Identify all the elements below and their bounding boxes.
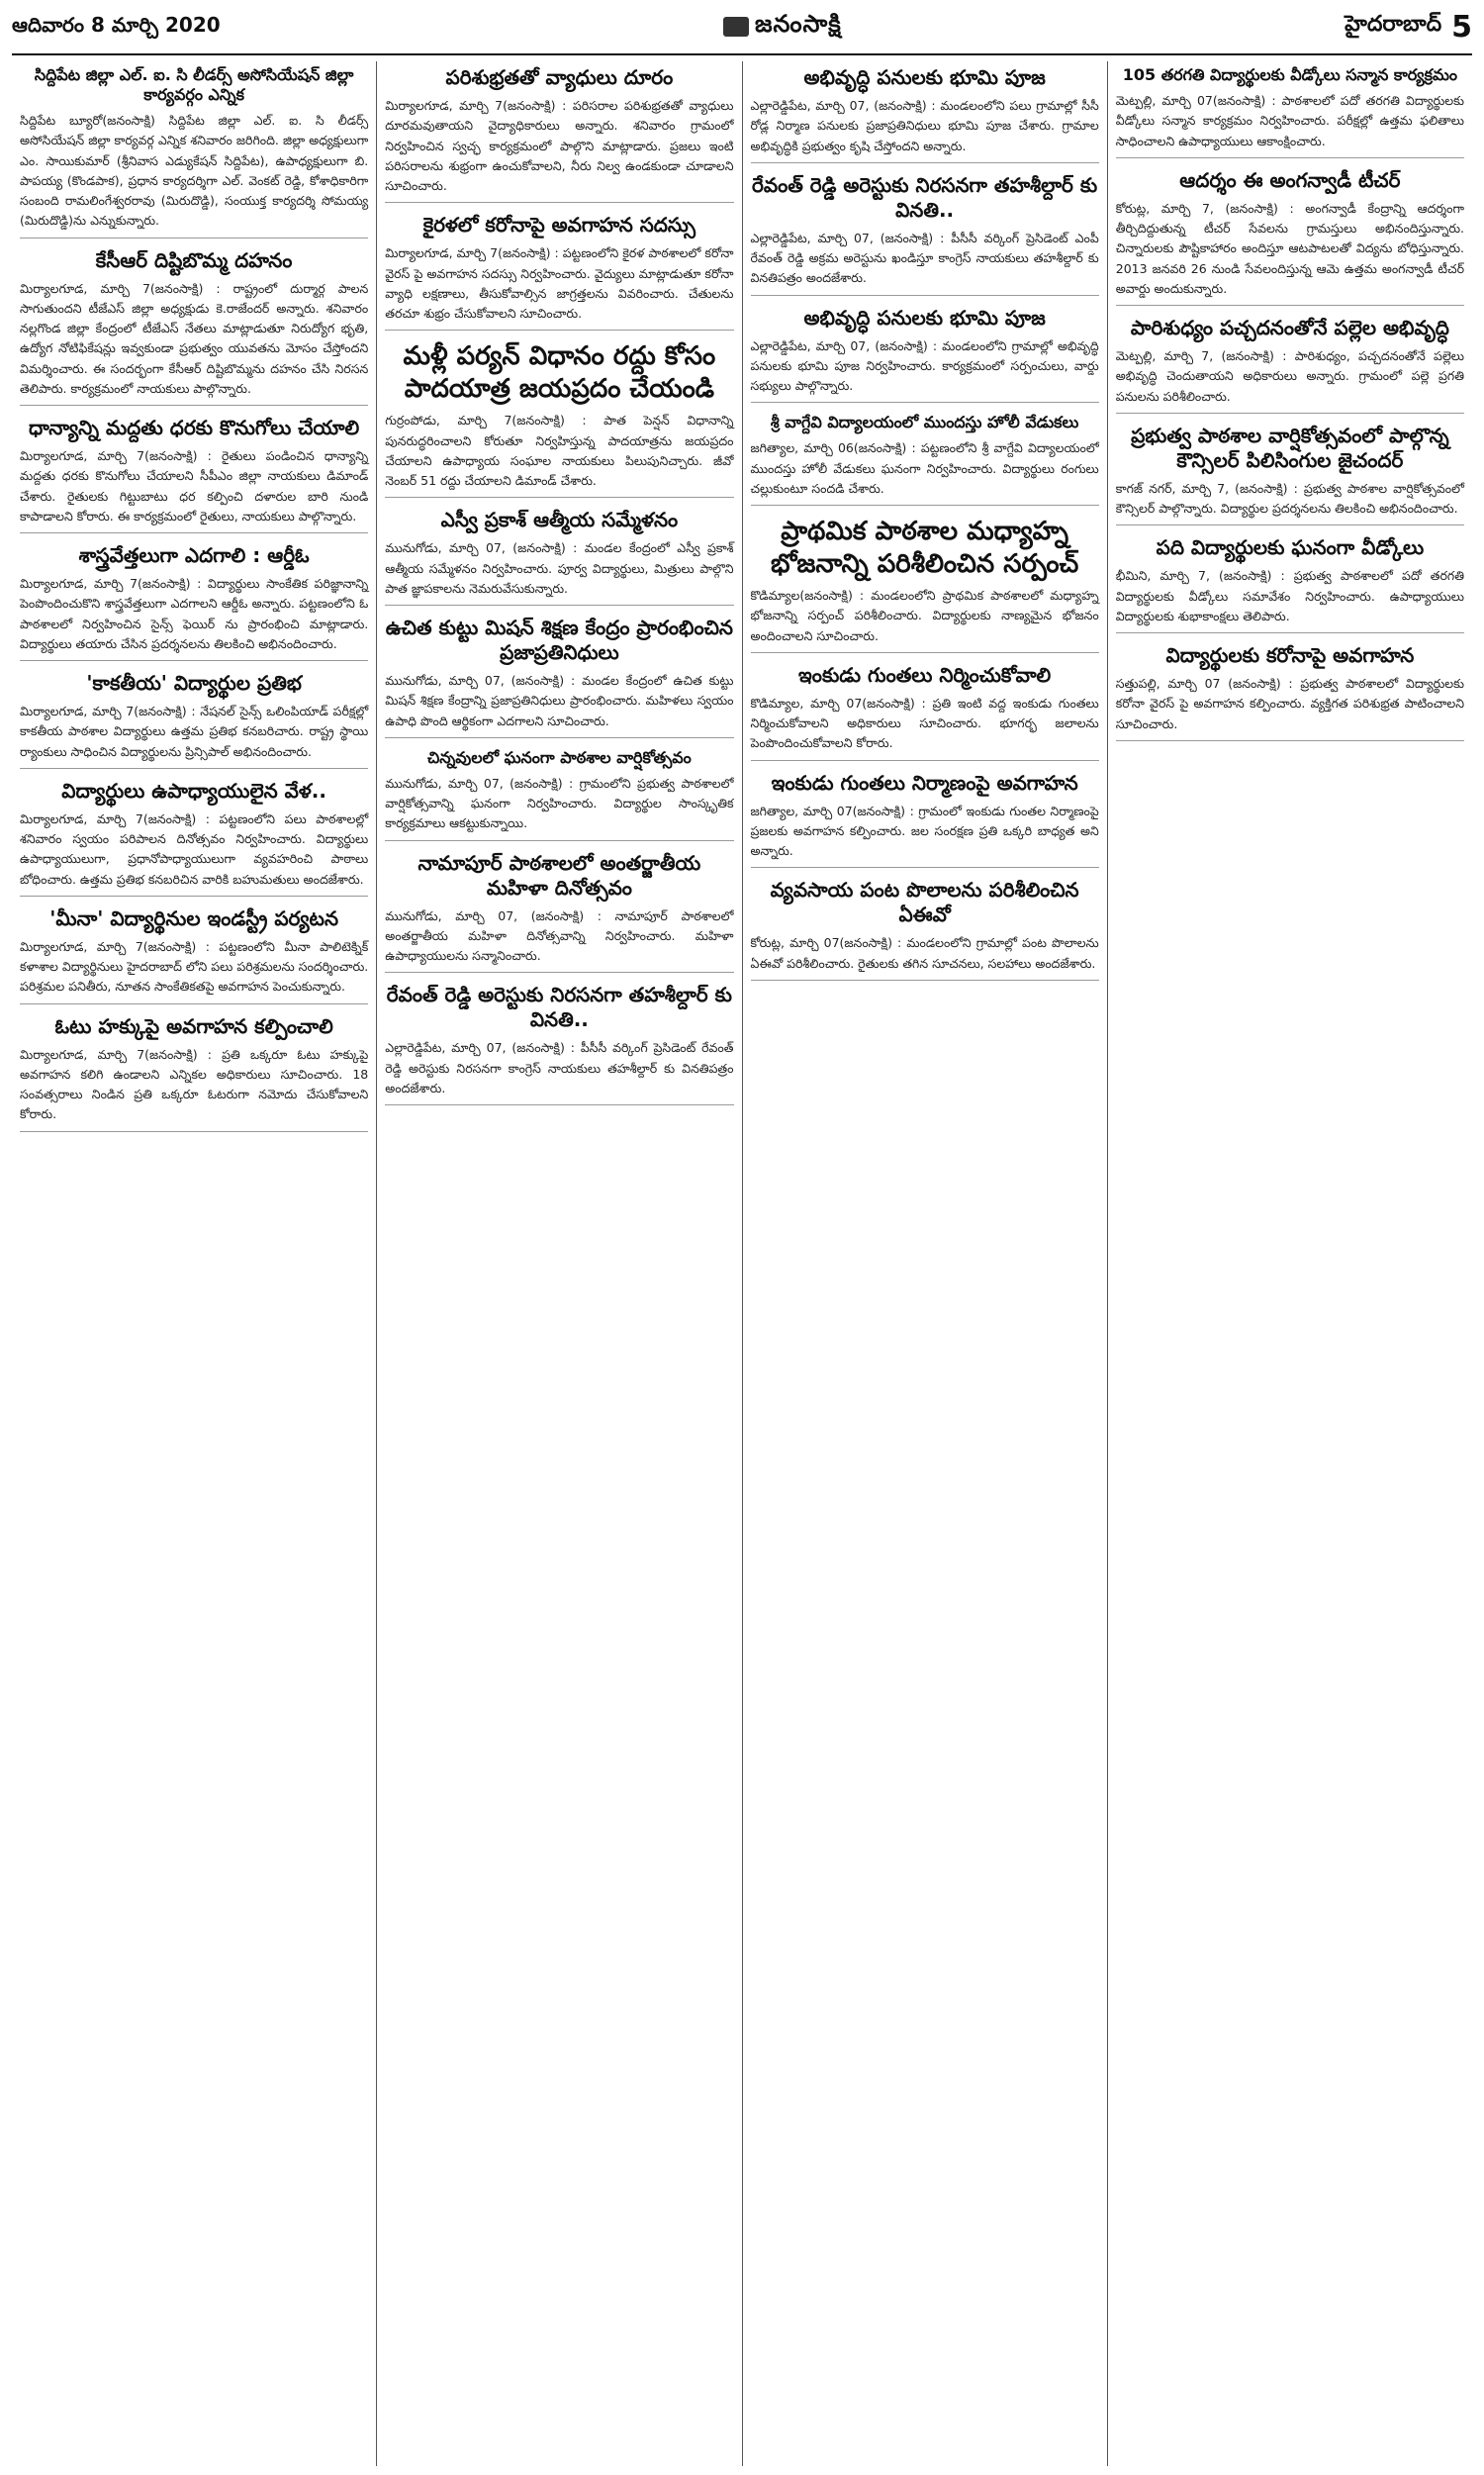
article	[751, 306, 1099, 404]
article-body: మునుగోడు, మార్చి 07, (జనంసాక్షి) : మండల కేంద్రంలో ఎస్వీ ప్రకాశ్ ఆత్మీయ సమ్మేళనం నిర్వహించారు. పూర్వ విద్యార్థులు, మిత్రులు పాల్గొని పాత జ్ఞాపకాలను నెమరువేసుకున్నారు.	[385, 540, 734, 596]
columns	[12, 61, 1472, 2466]
article-headline: పారిశుధ్యం పచ్చదనంతోనే పల్లెల అభివృద్ధి	[1130, 316, 1449, 339]
article-body: కొడిమ్యాల(జనంసాక్షి) : మండలంలోని ప్రాథమిక పాఠశాలలో మధ్యాహ్న భోజనాన్ని సర్పంచ్ పరిశీలించారు. విద్యార్థులకు నాణ్యమైన భోజనం అందించాలని సూచించారు.	[750, 588, 1099, 643]
article	[385, 340, 733, 498]
article-body: సిద్దిపేట బ్యూరో(జనంసాక్షి) సిద్దిపేట జిల్లా ఎల్. ఐ. సి లీడర్స్ అసోసియేషన్ జిల్లా కార్యవర్గ ఎన్నిక శనివారం జరిగింది. జిల్లా అధ్యక్షులుగా ఎం. సాయికుమార్ (శ్రీనివాస ఎడ్యుకేషన్ సిద్దిపేట), ఉపాధ్యక్షులుగా బి. పాపయ్య (కొండపాక), ప్రధాన కార్యదర్శిగా ఎల్. వెంకట్ రెడ్డి, కోశాధికారిగా సంబంది రామలింగేశ్వరరావు (మిరుదొడ్డి), సంయుక్త కార్యదర్శి సోమయ్య (మిరుదొడ్డి)ను ఎన్నుకున్నారు.	[20, 113, 369, 229]
article-headline: ఇంకుడు గుంతలు నిర్మాణంపై అవగాహన	[771, 770, 1078, 795]
article-body: ఎల్లారెడ్డిపేట, మార్చి 07, (జనంసాక్షి) : పీసీసీ వర్కింగ్ ప్రెసిడెంట్ ఎంపీ రేవంత్ రెడ్డి అక్రమ అరెస్టును ఖండిస్తూ కాంగ్రెస్ నాయకులు తహశీల్దార్ కు వినతిపత్రం అందజేశారు.	[750, 230, 1099, 286]
article-headline: కేసీఆర్ దిష్టిబొమ్మ దహనం	[95, 247, 293, 272]
article-body: మునుగోడు, మార్చి 07, (జనంసాక్షి) : గ్రామంలోని ప్రభుత్వ పాఠశాలలో వార్షికోత్సవాన్ని ఘనంగా నిర్వహించారు. విద్యార్థుల సాంస్కృతిక కార్యక్రమాలు ఆకట్టుకున్నాయి.	[385, 775, 734, 831]
column-2	[377, 61, 742, 2466]
article	[751, 771, 1099, 869]
article-headline: కైరళలో కరోనాపై అవగాహన సదస్సు	[422, 213, 696, 238]
article-body: భీమిని, మార్చి 7, (జనంసాక్షి) : ప్రభుత్వ పాఠశాలలో పదో తరగతి విద్యార్థులకు వీడ్కోలు సమావేశం నిర్వహించారు. ఉపాధ్యాయులు విద్యార్థులకు శుభాకాంక్షలు తెలిపారు.	[1115, 568, 1464, 623]
column-3	[743, 61, 1108, 2466]
brand-name: జనంసాక్షి	[754, 10, 842, 38]
article	[385, 616, 733, 738]
article-body: గుర్రంపోడు, మార్చి 7(జనంసాక్షి) : పాత పెన్షన్ విధానాన్ని పునరుద్ధరించాలని కోరుతూ నిర్వహిస్తున్న పాదయాత్రను జయప్రదం చేయాలని ఉపాధ్యాయ సంఘాల నాయకులు పిలుపునిచ్చారు. జీవో నెంబర్ 51 రద్దు చేయాలని డిమాండ్ చేశారు.	[385, 413, 734, 488]
article	[751, 516, 1099, 653]
article-headline: రేవంత్ రెడ్డి అరెస్టుకు నిరసనగా తహశీల్దార్ కు వినతి..	[386, 983, 732, 1032]
article-headline: ప్రభుత్వ పాఠశాల వార్షికోత్సవంలో పాల్గొన్న కౌన్సిలర్ పిలిసింగుల జైచందర్	[1131, 423, 1449, 472]
article-body: జగిత్యాల, మార్చి 06(జనంసాక్షి) : పట్టణంలోని శ్రీ వాగ్దేవి విద్యాలయంలో ముందస్తు హోలీ వేడుకలు ఘనంగా నిర్వహించారు. విద్యార్థులు రంగులు చల్లుకుంటూ సందడి చేశారు.	[750, 440, 1099, 496]
article	[1116, 535, 1464, 633]
article-headline: 'కాకతీయ' విద్యార్థుల ప్రతిభ	[86, 671, 302, 695]
article-headline: చిన్నవులలో ఘనంగా పాఠశాల వార్షికోత్సవం	[427, 747, 692, 767]
article-body: ఎల్లారెడ్డిపేట, మార్చి 07, (జనంసాక్షి) : పీసీసీ వర్కింగ్ ప్రెసిడెంట్ రేవంత్ రెడ్డి అరెస్టుకు నిరసనగా కాంగ్రెస్ నాయకులు తహశీల్దార్ కు వినతిపత్రం అందజేశారు.	[385, 1040, 734, 1095]
brand-logo-icon	[723, 17, 749, 37]
article-headline: పరిశుభ్రతతో వ్యాధులు దూరం	[445, 65, 674, 89]
article	[1116, 65, 1464, 158]
article	[1116, 643, 1464, 741]
article	[751, 173, 1099, 296]
article-headline: ఇంకుడు గుంతలు నిర్మించుకోవాలి	[798, 662, 1052, 687]
article-body: కోరుట్ల, మార్చి 07(జనంసాక్షి) : మండలంలోని గ్రామాల్లో పంట పొలాలను ఏఈవో పరిశీలించారు. రైతులకు తగిన సూచనలు, సలహాలు అందజేశారు.	[750, 935, 1099, 971]
article	[1116, 424, 1464, 526]
article-body: మెట్పల్లి, మార్చి 07(జనంసాక్షి) : పాఠశాలలో పదో తరగతి విద్యార్థులకు వీడ్కోలు సన్మాన కార్యక్రమం నిర్వహించారు. పరీక్షల్లో ఉత్తమ ఫలితాలు సాధించాలని ఉపాధ్యాయులు ఆకాంక్షించారు.	[1115, 93, 1464, 148]
article-body: మిర్యాలగూడ, మార్చి 7(జనంసాక్షి) : పరిసరాల పరిశుభ్రతతో వ్యాధులు దూరమవుతాయని వైద్యాధికారులు అన్నారు. శనివారం గ్రామంలో నిర్వహించిన స్వచ్ఛ కార్యక్రమంలో పాల్గొని మాట్లాడారు. ప్రజలు ఇంటి పరిసరాలను శుభ్రంగా ఉంచుకోవాలని, నీరు నిల్వ ఉండకుండా చూడాలని సూచించారు.	[385, 98, 734, 193]
article-body: కాగజ్ నగర్, మార్చి 7, (జనంసాక్షి) : ప్రభుత్వ పాఠశాల వార్షికోత్సవంలో కౌన్సిలర్ పాల్గొన్నారు. విద్యార్థుల ప్రదర్శనలను తిలకించి అభినందించారు.	[1115, 480, 1464, 516]
edition-city: హైదరాబాద్	[1345, 12, 1442, 37]
article	[385, 851, 733, 974]
article-body: సత్తుపల్లి, మార్చి 07 (జనంసాక్షి) : ప్రభుత్వ పాఠశాలలో విద్యార్థులకు కరోనా వైరస్ పై అవగాహన కల్పించారు. వ్యక్తిగత పరిశుభ్రత పాటించాలని సూచించారు.	[1115, 676, 1464, 731]
article-headline: విద్యార్థులకు కరోనాపై అవగాహన	[1165, 643, 1415, 667]
article	[385, 65, 733, 203]
article	[20, 906, 368, 1004]
article-body: మిర్యాలగూడ, మార్చి 7(జనంసాక్షి) : విద్యార్థులు సాంకేతిక పరిజ్ఞానాన్ని పెంపొందించుకొని శాస్త్రవేత్తలుగా ఎదగాలని ఆర్డీఓ అన్నారు. పట్టణంలోని ఓ పాఠశాలలో నిర్వహించిన సైన్స్ ఫెయిర్ ను ప్రారంభించి మాట్లాడారు. విద్యార్థులు తయారు చేసిన ప్రదర్శనలను తిలకించి అభినందించారు.	[20, 576, 369, 651]
article-body: మునుగోడు, మార్చి 07, (జనంసాక్షి) : మండల కేంద్రంలో ఉచిత కుట్టు మిషన్ శిక్షణ కేంద్రాన్ని ప్రజాప్రతినిధులు ప్రారంభించారు. మహిళలు స్వయం ఉపాధి పొంది ఆర్థికంగా ఎదగాలని సూచించారు.	[385, 673, 734, 728]
article-headline: రేవంత్ రెడ్డి అరెస్టుకు నిరసనగా తహశీల్దార్ కు వినతి..	[752, 172, 1098, 222]
page-number: 5	[1451, 9, 1472, 45]
article-body: మిర్యాలగూడ, మార్చి 7(జనంసాక్షి) : పట్టణంలోని మీనా పాలిటెక్నిక్ కళాశాల విద్యార్థినులు హైదరాబాద్ లోని పలు పరిశ్రమలను సందర్శించారు. పరిశ్రమల పనితీరు, నూతన సాంకేతికతపై అవగాహన పెంచుకున్నారు.	[20, 938, 369, 995]
article	[20, 543, 368, 661]
article	[385, 508, 733, 606]
article-headline: పది విద్యార్థులకు ఘనంగా వీడ్కోలు	[1156, 535, 1425, 560]
article	[1116, 168, 1464, 306]
article-body: మునుగోడు, మార్చి 07, (జనంసాక్షి) : నామాపూర్ పాఠశాలలో అంతర్జాతీయ మహిళా దినోత్సవాన్ని నిర్వహించారు. మహిళా ఉపాధ్యాయులను సన్మానించారు.	[385, 907, 734, 963]
article-headline: అభివృద్ధి పనులకు భూమి పూజ	[803, 65, 1046, 89]
article-headline: ప్రాథమిక పాఠశాల మధ్యాహ్న భోజనాన్ని పరిశీలించిన సర్పంచ్	[770, 517, 1079, 579]
article-body: మిర్యాలగూడ, మార్చి 7(జనంసాక్షి) : రైతులు పండించిన ధాన్యాన్ని మద్దతు ధరకు కొనుగోలు చేయాలని సీపీఎం జిల్లా నాయకులు డిమాండ్ చేశారు. రైతులకు గిట్టుబాటు ధర కల్పించి దళారుల బారి నుండి కాపాడాలని కోరారు. ఈ కార్యక్రమంలో రైతులు, నాయకులు పాల్గొన్నారు.	[20, 448, 369, 524]
article	[20, 779, 368, 897]
article-headline: శ్రీ వాగ్దేవి విద్యాలయంలో ముందస్తు హోలీ వేడుకలు	[770, 413, 1079, 432]
article-body: జగిత్యాల, మార్చి 07(జనంసాక్షి) : గ్రామంలో ఇంకుడు గుంతల నిర్మాణంపై ప్రజలకు అవగాహన కల్పించారు. జల సంరక్షణ ప్రతి ఒక్కరి బాధ్యత అని అన్నారు.	[750, 803, 1099, 858]
article	[20, 671, 368, 769]
article-headline: అభివృద్ధి పనులకు భూమి పూజ	[803, 305, 1046, 330]
article	[385, 748, 733, 841]
article-body: మిర్యాలగూడ, మార్చి 7(జనంసాక్షి) : పట్టణంలోని పలు పాఠశాలల్లో శనివారం స్వయం పరిపాలన దినోత్సవం నిర్వహించారు. విద్యార్థులు ఉపాధ్యాయులుగా, ప్రధానోపాధ్యాయులుగా వ్యవహరించి పాఠాలు బోధించారు. ఉత్తమ ప్రతిభ కనబరిచిన వారికి బహుమతులు అందజేశారు.	[20, 810, 369, 887]
article-headline: ఉచిత కుట్టు మిషన్ శిక్షణ కేంద్రం ప్రారంభించిన ప్రజాప్రతినిధులు	[385, 616, 733, 664]
article	[751, 413, 1099, 506]
article	[20, 416, 368, 533]
article-headline: విద్యార్థులు ఉపాధ్యాయులైన వేళ..	[61, 778, 326, 803]
column-4	[1108, 61, 1472, 2466]
article-headline: 'మీనా' విద్యార్థినుల ఇండస్ట్రీ పర్యటన	[49, 905, 339, 930]
article-body: మిర్యాలగూడ, మార్చి 7(జనంసాక్షి) : రాష్ట్రంలో దుర్మార్గ పాలన సాగుతుందని టీజేఎస్ జిల్లా అధ్యక్షుడు కె.రాజేందర్ అన్నారు. శనివారం నల్లగొండ జిల్లా కేంద్రంలో టీజేఎస్ నేతలు మాట్లాడుతూ నిరుద్యోగ భృతి, ఉద్యోగ నోటిఫికేషన్లు ఇవ్వకుండా ప్రభుత్వం యువతను మోసం చేస్తోందని విమర్శించారు. ఈ సందర్భంగా కేసీఆర్ దిష్టిబొమ్మను దహనం చేసి నిరసన తెలిపారు. కార్యక్రమంలో నాయకులు పాల్గొన్నారు.	[20, 280, 369, 396]
article-body: కోరుట్ల, మార్చి 7, (జనంసాక్షి) : అంగన్వాడీ కేంద్రాన్ని ఆదర్శంగా తీర్చిదిద్దుతున్న టీచర్ సేవలను గ్రామస్తులు అభినందిస్తున్నారు. చిన్నారులకు పౌష్టికాహారం అందిస్తూ ఆటపాటలతో విద్యను బోధిస్తున్నారు. 2013 జనవరి 26 నుండి సేవలందిస్తున్న ఆమె ఉత్తమ అంగన్వాడీ టీచర్ అవార్డు అందుకున్నారు.	[1115, 200, 1464, 296]
article-headline: మళ్లీ పర్యన్ విధానం రద్దు కోసం పాదయాత్ర జయప్రదం చేయండి	[403, 341, 716, 404]
article	[385, 213, 733, 331]
column-1	[12, 61, 377, 2466]
article-headline: వ్యవసాయ పంట పొలాలను పరిశీలించిన ఏఈవో	[770, 878, 1079, 927]
article-body: ఎల్లారెడ్డిపేట, మార్చి 07, (జనంసాక్షి) : మండలంలోని పలు గ్రామాల్లో సీసీ రోడ్ల నిర్మాణ పనులకు ప్రజాప్రతినిధులు భూమి పూజ చేశారు. గ్రామాల అభివృద్ధికి ప్రభుత్వం కృషి చేస్తోందని అన్నారు.	[750, 98, 1099, 153]
article	[751, 878, 1099, 981]
masthead	[12, 0, 1472, 55]
article-headline: నామాపూర్ పాఠశాలలో అంతర్జాతీయ మహిళా దినోత్సవం	[417, 850, 701, 900]
article	[751, 65, 1099, 163]
article-body: మిర్యాలగూడ, మార్చి 7(జనంసాక్షి) : పట్టణంలోని కైరళ పాఠశాలలో కరోనా వైరస్ పై అవగాహన సదస్సు నిర్వహించారు. వైద్యులు మాట్లాడుతూ కరోనా వ్యాధి లక్షణాలు, తీసుకోవాల్సిన జాగ్రత్తలను వివరించారు. చేతులను తరచూ శుభ్రం చేసుకోవాలని సూచించారు.	[385, 245, 734, 321]
article	[20, 248, 368, 407]
article-body: ఎల్లారెడ్డిపేట, మార్చి 07, (జనంసాక్షి) : మండలంలోని గ్రామాల్లో అభివృద్ధి పనులకు భూమి పూజ నిర్వహించారు. కార్యక్రమంలో సర్పంచులు, వార్డు సభ్యులు పాల్గొన్నారు.	[750, 337, 1099, 393]
article-headline: ధాన్యాన్ని మద్దతు ధరకు కొనుగోలు చేయాలి	[29, 416, 360, 439]
article-headline: శాస్త్రవేత్తలుగా ఎదగాలి : ఆర్డీఓ	[78, 543, 310, 567]
article-headline: ఆదర్శం ఈ అంగన్వాడీ టీచర్	[1179, 167, 1401, 192]
article	[20, 1014, 368, 1132]
issue-date: ఆదివారం 8 మార్చి 2020	[12, 12, 221, 37]
article	[1116, 316, 1464, 414]
article	[385, 983, 733, 1105]
article-body: మెట్పల్లి, మార్చి 7, (జనంసాక్షి) : పారిశుధ్యం, పచ్చదనంతోనే పల్లెలు అభివృద్ధి చెందుతాయని అధికారులు అన్నారు. గ్రామంలో పల్లె ప్రగతి పనులను పరిశీలించారు.	[1115, 348, 1464, 404]
article-headline: 105 తరగతి విద్యార్థులకు వీడ్కోలు సన్మాన కార్యక్రమం	[1122, 65, 1457, 84]
article-headline: సిద్దిపేట జిల్లా ఎల్. ఐ. సి లీడర్స్ అసోసియేషన్ జిల్లా కార్యవర్గం ఎన్నిక	[34, 65, 354, 104]
article	[20, 65, 368, 238]
article-body: కొడిమ్యాల, మార్చి 07(జనంసాక్షి) : ప్రతి ఇంటి వద్ద ఇంకుడు గుంతలు నిర్మించుకోవాలని అధికారులు సూచించారు. భూగర్భ జలాలను పెంపొందించుకోవాలని కోరారు.	[750, 695, 1099, 751]
article-body: మిర్యాలగూడ, మార్చి 7(జనంసాక్షి) : ప్రతి ఒక్కరూ ఓటు హక్కుపై అవగాహన కలిగి ఉండాలని ఎన్నికల అధికారులు సూచించారు. 18 సంవత్సరాలు నిండిన ప్రతి ఒక్కరూ ఓటరుగా నమోదు చేసుకోవాలని కోరారు.	[20, 1046, 369, 1122]
article	[751, 663, 1099, 761]
article-headline: ఓటు హక్కుపై అవగాహన కల్పించాలి	[54, 1013, 333, 1038]
article-headline: ఎస్వీ ప్రకాశ్ ఆత్మీయ సమ్మేళనం	[440, 508, 679, 532]
article-body: మిర్యాలగూడ, మార్చి 7(జనంసాక్షి) : నేషనల్ సైన్స్ ఒలింపియాడ్ పరీక్షల్లో కాకతీయ పాఠశాల విద్యార్థులు ఉత్తమ ప్రతిభ కనబరిచారు. రాష్ట్ర స్థాయి ర్యాంకులు సాధించిన విద్యార్థులను ప్రిన్సిపాల్ అభినందించారు.	[20, 704, 369, 759]
brand	[723, 10, 842, 44]
masthead-right	[1345, 10, 1472, 45]
